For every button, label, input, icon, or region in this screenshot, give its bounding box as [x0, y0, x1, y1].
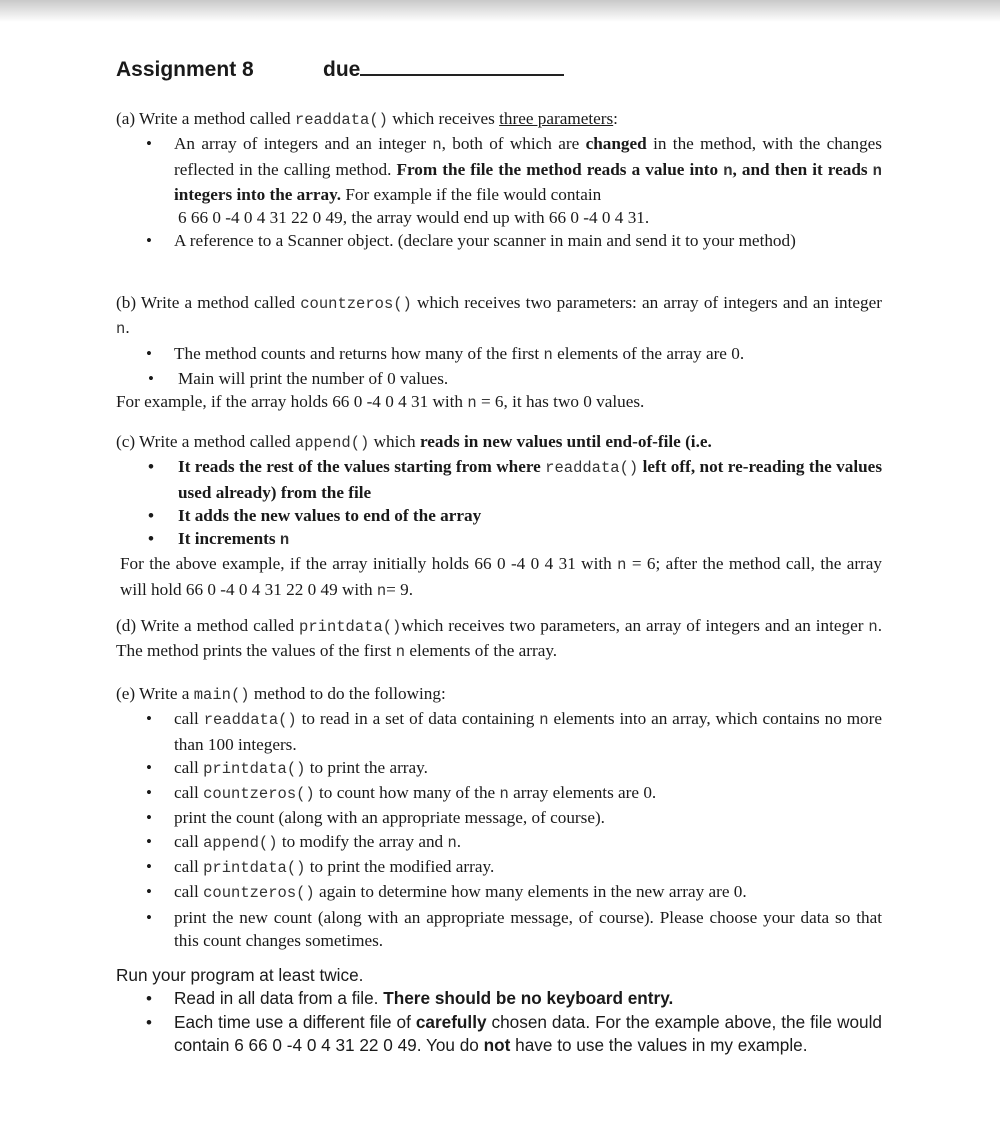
part-e-item: • print the new count (along with an appropriate message, of course). Please choose your data so that this count changes sometimes.	[116, 906, 882, 953]
run-bullet-different: • Each time use a different file of carefully chosen data. For the example above, the file would contain 6 66 0 -4 0 4 31 22 0 49. You do not have to use the values in my example.	[116, 1011, 882, 1058]
part-e-item: • call printdata() to print the array.	[116, 756, 882, 781]
part-c-bullet-adds: • It adds the new values to end of the array	[116, 504, 882, 527]
part-a	[116, 107, 882, 253]
part-a-bullet-scanner: • A reference to a Scanner object. (declare your scanner in main and send it to your method)	[116, 229, 882, 252]
run-section	[116, 964, 882, 1057]
part-d	[116, 614, 882, 665]
part-d-text: (d) Write a method called printdata()which receives two parameters, an array of integers and an integer n. The method prints the values of the first n elements of the array.	[116, 616, 882, 662]
part-e	[116, 682, 882, 952]
part-e-item: • call append() to modify the array and n.	[116, 830, 882, 855]
part-c-bullet-increment: • It increments n	[116, 527, 882, 552]
assignment-title: Assignment 8	[116, 58, 254, 81]
run-bullet-file: • Read in all data from a file. There should be no keyboard entry.	[116, 987, 882, 1010]
part-e-item: • call printdata() to print the modified array.	[116, 855, 882, 880]
part-e-item: • print the count (along with an appropriate message, of course).	[116, 806, 882, 829]
page-title	[116, 58, 361, 82]
part-e-item: • call countzeros() to count how many of the n array elements are 0.	[116, 781, 882, 806]
part-b-bullet-count: • The method counts and returns how many of the first n elements of the array are 0.	[116, 342, 882, 367]
part-c-bullet-rest: • It reads the rest of the values starting from where readdata() left off, not re-reading the values used already) from the file	[116, 455, 882, 504]
part-b-bullet-print: • Main will print the number of 0 values.	[116, 367, 882, 390]
part-e-intro: (e) Write a main() method to do the following:	[116, 684, 446, 704]
run-title: Run your program at least twice.	[116, 965, 364, 985]
part-e-list	[116, 707, 882, 952]
part-c-example: For the above example, if the array initially holds 66 0 -4 0 4 31 with n = 6; after the method call, the array will hold 66 0 -4 0 4 31 22 0 49 with n= 9.	[120, 554, 883, 600]
part-a-bullet-array: • An array of integers and an integer n, both of which are changed in the method, with the changes reflected in the calling method. From the file the method reads a value into n, and then it reads n integers into the array. For example if the file would contain 6 66 0 -4 0 4 31 22 0 49, the array would end up with 66 0 -4 0 4 31.	[116, 132, 882, 229]
part-b-intro: (b) Write a method called countzeros() which receives two parameters: an array of integers and an integer n.	[116, 293, 882, 339]
part-e-item: • call countzeros() again to determine how many elements in the new array are 0.	[116, 880, 882, 905]
part-b	[116, 291, 882, 415]
part-c-intro: (c) Write a method called append() which reads in new values until end-of-file (i.e.	[116, 432, 712, 452]
part-a-intro: (a) Write a method called readdata() which receives three parameters:	[116, 109, 618, 129]
part-c	[116, 430, 882, 603]
part-b-example: For example, if the array holds 66 0 -4 0 4 31 with n = 6, it has two 0 values.	[116, 392, 645, 413]
due-label: due	[323, 58, 564, 82]
due-blank	[360, 73, 564, 76]
part-e-item: • call readdata() to read in a set of data containing n elements into an array, which contains no more than 100 integers.	[116, 707, 882, 756]
